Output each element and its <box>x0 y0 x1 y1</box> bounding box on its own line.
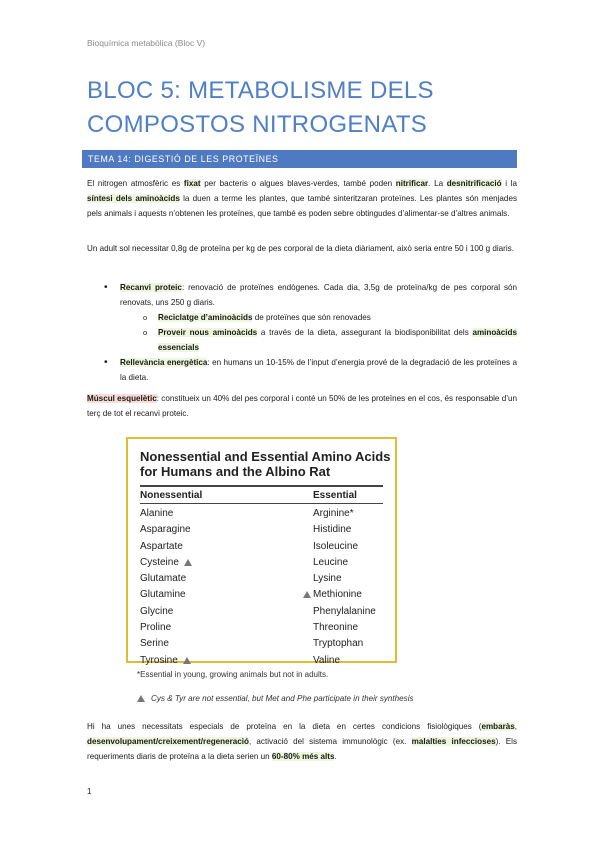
list-item: Proline <box>140 622 172 634</box>
table-rule <box>140 503 383 504</box>
list-item: • Recanvi proteic: renovació de proteïnes endògenes. Cada dia, 3,5g de proteïna/kg de pes corporal són renovats, uns 250 g diaris. o Reciclatge d’aminoàcids de proteïnes que són renovades o Proveir nous aminoàcids a través de la dieta, assegurant la biodisponibilitat dels aminoàcids essencials <box>87 280 517 355</box>
list-item: Isoleucine <box>313 540 359 552</box>
list-item: Histidine <box>313 524 352 536</box>
list-item: Methionine <box>313 589 362 601</box>
warning-triangle-icon <box>303 591 311 598</box>
protein-list <box>87 280 517 385</box>
sub-list-item: o Reciclatge d’aminoàcids de proteïnes que són renovades <box>120 310 517 325</box>
column-header-nonessential: Nonessential <box>140 490 203 501</box>
section-heading: TEMA 14: DIGESTIÓ DE LES PROTEÏNES <box>82 150 517 168</box>
column-header-essential: Essential <box>313 490 357 501</box>
warning-triangle-icon <box>183 657 191 664</box>
list-item: Arginine* <box>313 508 354 519</box>
nonessential-list <box>140 506 192 669</box>
paragraph-muscle: Múscul esquelètic: constitueix un 40% del pes corporal i conté un 50% de les proteïnes en el cos, és responsable d’un terç de tot el recanvi proteic. <box>87 394 518 418</box>
list-item: Aspartate <box>140 540 183 552</box>
warning-triangle-icon <box>137 695 145 702</box>
list-item: Leucine <box>313 556 349 568</box>
page-number: 1 <box>87 787 92 796</box>
table-rule <box>140 485 383 487</box>
list-item: Tryptophan <box>313 638 364 650</box>
figure-annotation: Cys & Tyr are not essential, but Met and Phe participate in their synthesis <box>137 694 414 703</box>
list-item: Valine <box>313 654 341 666</box>
figure-footnote: *Essential in young, growing animals but not in adults. <box>137 670 329 679</box>
list-item: Glutamine <box>140 589 186 601</box>
list-item: Cysteine <box>140 555 192 571</box>
list-item: Alanine <box>140 508 174 519</box>
amino-acid-table-figure <box>126 437 397 666</box>
list-item: Glycine <box>140 605 174 617</box>
list-item: Asparagine <box>140 524 191 536</box>
figure-title: Nonessential and Essential Amino Acids for Humans and the Albino Rat <box>140 449 391 479</box>
list-item: Serine <box>140 638 169 650</box>
paragraph-nitrogen: El nitrogen atmosfèric es fixat per bacteris o algues blaves-verdes, també poden nitrificar. La desnitrificació i la síntesi dels aminoàcids la duen a terme les plantes, que també sinteritzaran proteïnes. Les plantes són menjades pels animals i aquests n’obtenen les proteïnes, que també es poden sebre obtingudes d’alimentar-se d’altres animals. <box>87 179 517 218</box>
list-item: Tyrosine <box>140 653 192 669</box>
paragraph-protein-requirement: Un adult sol necessitar 0,8g de proteïna per kg de pes corporal de la dieta diàriament, això seria entre 50 i 100 g diaris. <box>87 244 514 253</box>
list-item: Threonine <box>313 622 359 634</box>
list-item: Phenylalanine <box>313 605 376 617</box>
essential-list <box>313 506 376 669</box>
list-item: • Rellevància energètica: en humans un 10-15% de l’input d’energia prové de la degradació de les proteïnes a la dieta. <box>87 355 517 385</box>
paragraph-special-needs: Hi ha unes necessitats especials de proteïna en la dieta en certes condicions fisiològiques (embaràs, desenvolupament/creixement/regeneració, activació del sistema immunològic (ex. malalties infeccioses). Els requeriments diaris de proteïna a la dieta serien un 60-80% més alts. <box>87 722 518 761</box>
running-header: Bioquímica metabòlica (Bloc V) <box>87 38 206 48</box>
sub-list-item: o Proveir nous aminoàcids a través de la dieta, assegurant la biodisponibilitat dels aminoàcids essencials <box>120 325 517 355</box>
warning-triangle-icon <box>184 559 192 566</box>
page-title: BLOC 5: METABOLISME DELS COMPOSTOS NITROGENATS <box>87 77 434 138</box>
list-item: Glutamate <box>140 573 187 585</box>
list-item: Lysine <box>313 573 342 585</box>
